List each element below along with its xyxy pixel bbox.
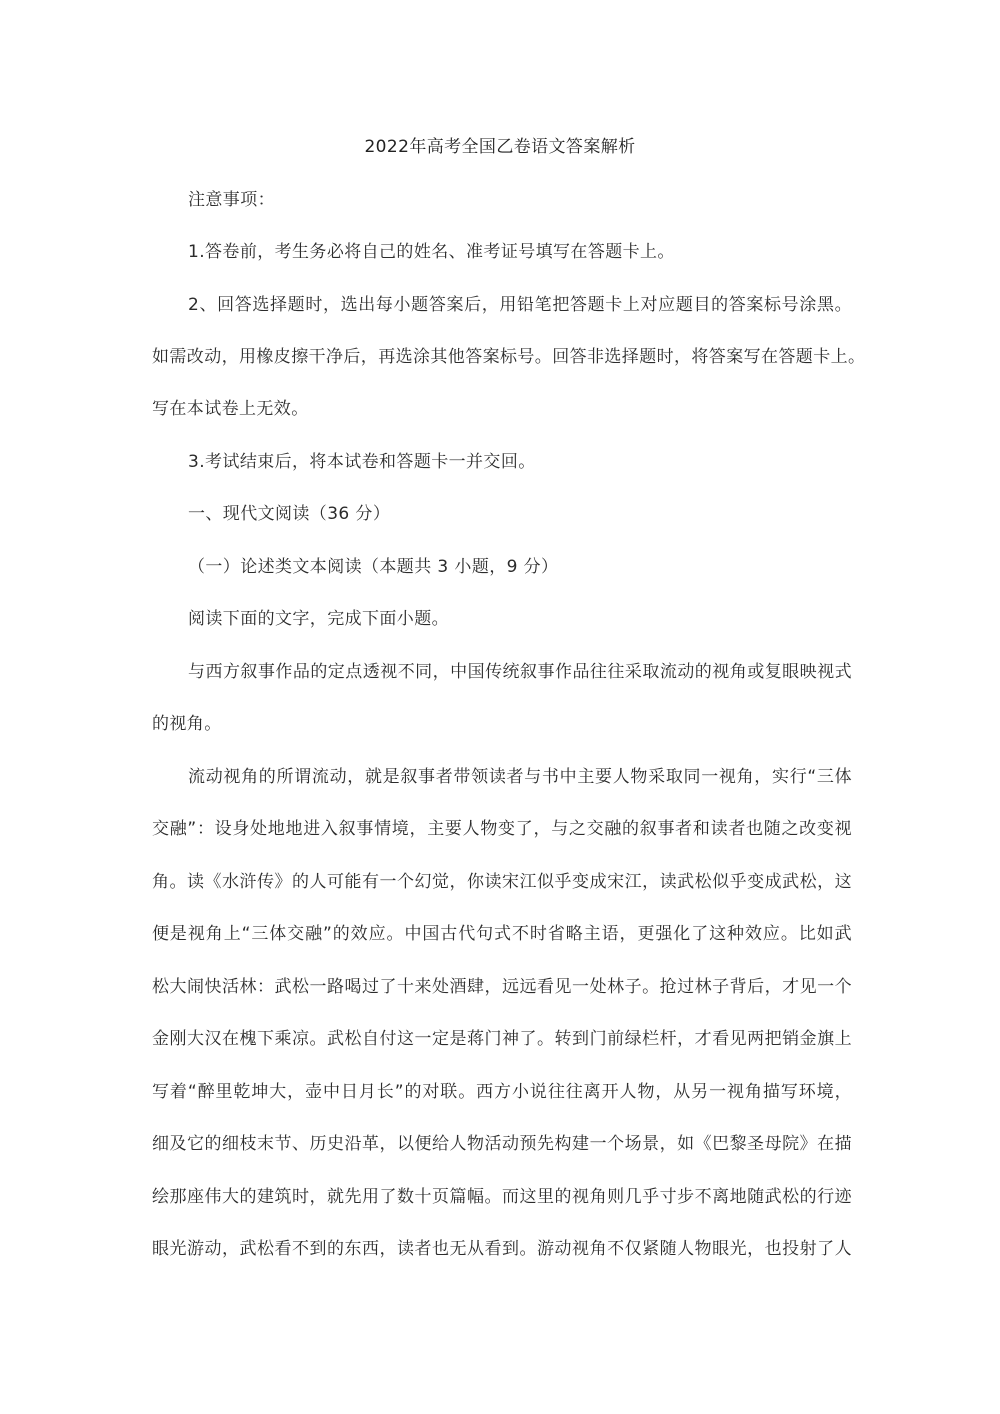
passage-p2-line: 流动视角的所谓流动，就是叙事者带领读者与书中主要人物采取同一视角，实行“三体: [188, 767, 852, 787]
notice-item-2-line-1: 2、回答选择题时，选出每小题答案后，用铅笔把答题卡上对应题目的答案标号涂黑。: [188, 295, 852, 315]
passage-p1-line-1: 与西方叙事作品的定点透视不同，中国传统叙事作品往往采取流动的视角或复眼映视式: [188, 662, 852, 682]
notice-item-1: 1.答卷前，考生务必将自己的姓名、准考证号填写在答题卡上。: [188, 242, 675, 262]
notice-item-2-line-3: 写在本试卷上无效。: [152, 399, 309, 419]
notice-heading: 注意事项：: [188, 190, 275, 210]
passage-p2-line: 细及它的细枝末节、历史沿革，以便给人物活动预先构建一个场景，如《巴黎圣母院》在描: [152, 1134, 852, 1154]
passage-p1-line-2: 的视角。: [152, 714, 222, 734]
section-heading: 一、现代文阅读（36 分）: [188, 504, 391, 524]
passage-p2-line: 便是视角上“三体交融”的效应。中国古代句式不时省略主语，更强化了这种效应。比如武: [152, 924, 852, 944]
passage-p2-line: 眼光游动，武松看不到的东西，读者也无从看到。游动视角不仅紧随人物眼光，也投射了人: [152, 1239, 852, 1259]
notice-item-2-line-2: 如需改动，用橡皮擦干净后，再选涂其他答案标号。回答非选择题时，将答案写在答题卡上。: [152, 347, 866, 367]
passage-p2-line: 松大闹快活林：武松一路喝过了十来处酒肆，远远看见一处林子。抢过林子背后，才见一个: [152, 977, 852, 997]
passage-p2-line: 写着“醉里乾坤大，壶中日月长”的对联。西方小说往往离开人物，从另一视角描写环境，: [152, 1082, 852, 1102]
passage-p2-line: 角。读《水浒传》的人可能有一个幻觉，你读宋江似乎变成宋江，读武松似乎变成武松，这: [152, 872, 852, 892]
subsection-heading: （一）论述类文本阅读（本题共 3 小题，9 分）: [188, 557, 559, 577]
passage-p2-line: 绘那座伟大的建筑时，就先用了数十页篇幅。而这里的视角则几乎寸步不离地随武松的行迹: [152, 1187, 852, 1207]
reading-instruction: 阅读下面的文字，完成下面小题。: [188, 609, 449, 629]
notice-item-3: 3.考试结束后，将本试卷和答题卡一并交回。: [188, 452, 536, 472]
document-title: 2022年高考全国乙卷语文答案解析: [364, 137, 636, 157]
passage-p2-line: 金刚大汉在槐下乘凉。武松自付这一定是蒋门神了。转到门前绿栏杆，才看见两把销金旗上: [152, 1029, 852, 1049]
passage-p2-line: 交融”：设身处地地进入叙事情境，主要人物变了，与之交融的叙事者和读者也随之改变视: [152, 819, 852, 839]
